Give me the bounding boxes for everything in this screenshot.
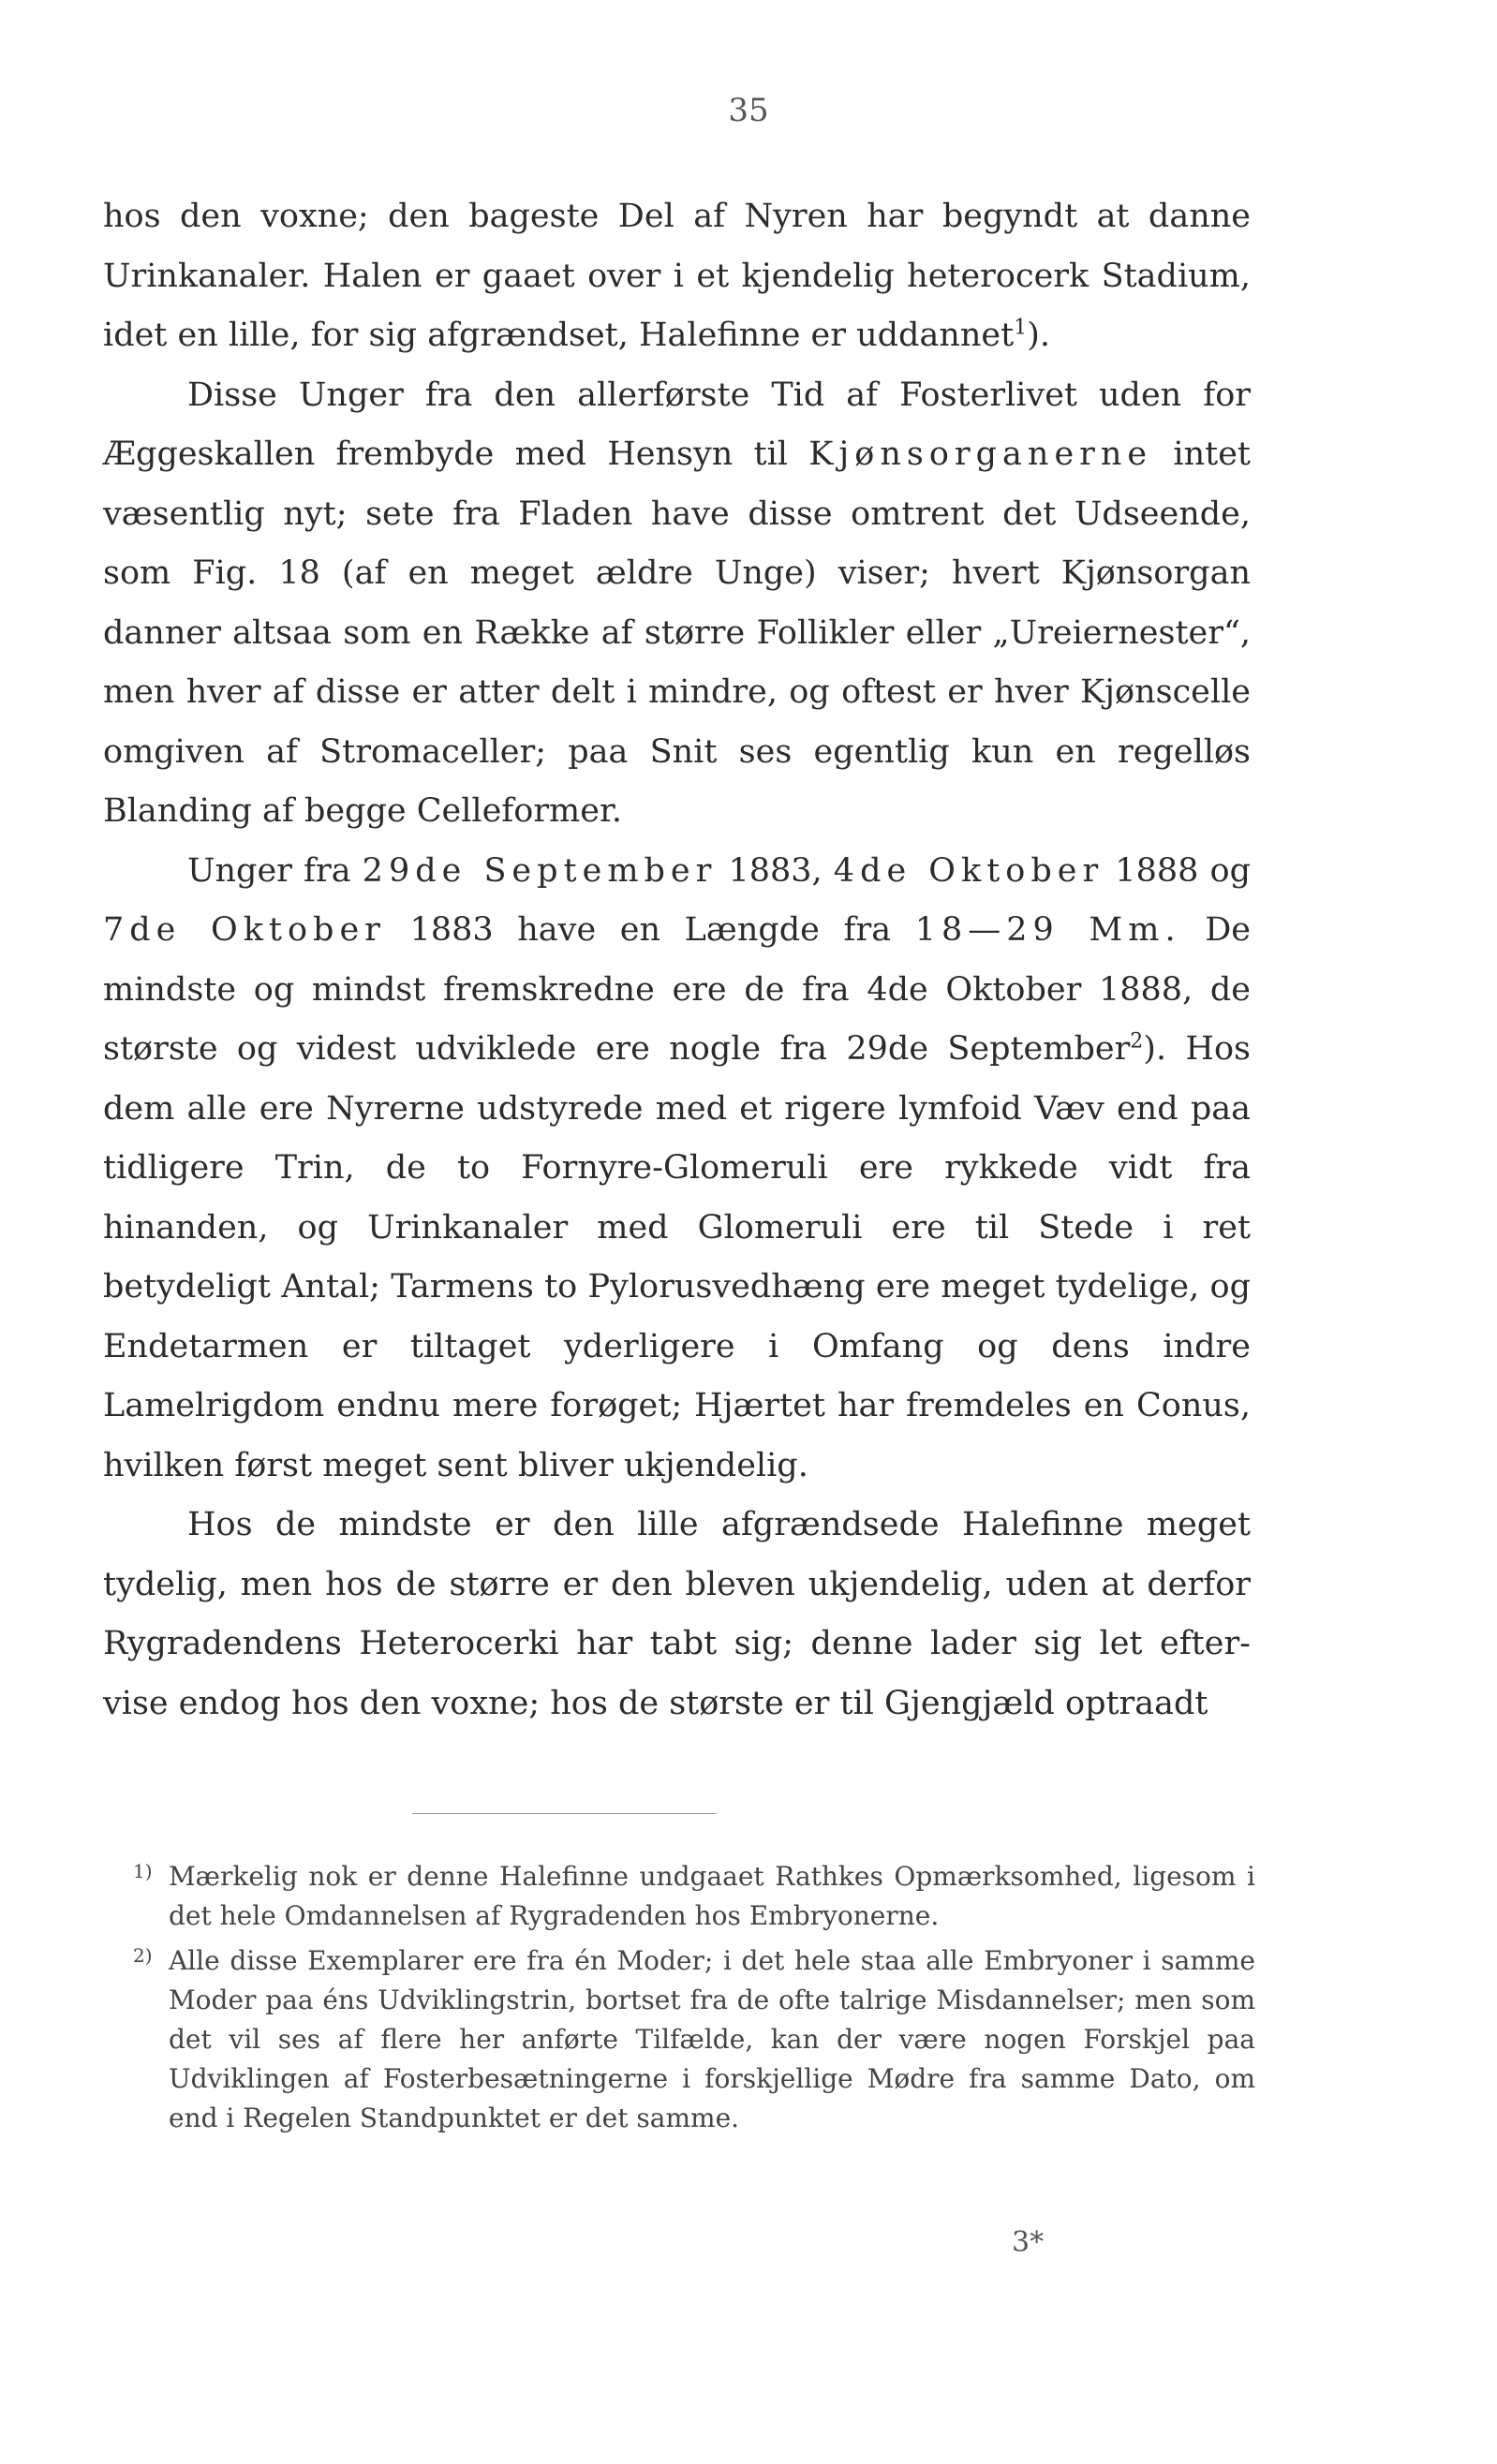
footnote-1-marker: 1)	[133, 1860, 153, 1882]
paragraph-3-spaced-date-1: 29de September	[362, 851, 718, 890]
footnotes	[133, 1857, 1255, 2144]
page-number: 35	[728, 92, 769, 129]
body-text	[103, 187, 1251, 1734]
footnote-2	[133, 1941, 1255, 2138]
footnote-2-marker: 2)	[133, 1944, 153, 1967]
footnote-1	[133, 1857, 1255, 1936]
paragraph-2-text-a: Disse Unger fra den allerførste Tid af Fosterlivet uden for Æggeskallen frembyde med Hensyn til	[103, 376, 1251, 473]
paragraph-2	[103, 366, 1251, 842]
paragraph-3-text-c: 1888 og	[1104, 851, 1251, 890]
paragraph-3-spaced-date-3: 7de Oktober	[103, 911, 386, 949]
paragraph-3-spaced-length: 18—29 Mm.	[914, 911, 1181, 949]
paragraph-3-text-f: ). Hos dem alle ere Nyrerne udstyrede med et rigere lymfoid Væv end paa tidligere Trin, de to Fornyre-Glomeruli ere rykkede vidt fra hinanden, og Urinkanaler med Glomeruli ere til Stede i ret betydeligt Antal; Tarmens to Pylorusvedhæng ere meget tydelige, og Endetarmen er tiltaget yderligere i Omfang og dens indre Lamelrigdom endnu mere forøget; Hjærtet har fremdeles en Conus, hvilken først meget sent bliver ukjendelig.	[103, 1030, 1251, 1484]
footnote-1-text: Mærkelig nok er denne Halefinne undgaaet Rathkes Opmærksomhed, ligesom i det hele Omdannelsen af Rygradenden hos Embryonerne.	[169, 1861, 1255, 1931]
signature-mark: 3*	[1012, 2226, 1045, 2259]
paragraph-2-text-b: intet væsentlig nyt; sete fra Fladen have disse omtrent det Udseende, som Fig. 18 (af en meget ældre Unge) viser; hvert Kjønsorgan danner altsaa som en Række af større Follikler eller „Ureiernester“, men hver af disse er atter delt i mindre, og oftest er hver Kjønscelle omgiven af Stromaceller; paa Snit ses egentlig kun en regelløs Blanding af begge Celleformer.	[103, 435, 1251, 830]
paragraph-3-text-b: 1883,	[717, 851, 834, 890]
paragraph-3	[103, 842, 1251, 1497]
footnote-ref-2: 2	[1130, 1029, 1144, 1054]
paragraph-3-text-a: Unger fra	[187, 851, 363, 890]
footnote-ref-1: 1	[1014, 316, 1028, 340]
footnote-2-text: Alle disse Exemplarer ere fra én Moder; i det hele staa alle Embryoner i samme Moder paa éns Udviklingstrin, bortset fra de ofte talrige Misdannelser; men som det vil ses af flere her anførte Tilfælde, kan der være nogen Forskjel paa Udviklingen af Fosterbesætningerne i forskjellige Mødre fra samme Dato, om end i Regelen Standpunktet er det samme.	[169, 1945, 1255, 2133]
paragraph-1-text-a: hos den voxne; den bageste Del af Nyren har begyndt at danne Urinkanaler. Halen er gaaet over i et kjendelig heterocerk Stadium, idet en lille, for sig afgrændset, Halefinne er uddannet	[103, 198, 1251, 354]
footnote-divider	[412, 1813, 717, 1814]
paragraph-1-text-b: ).	[1027, 317, 1050, 354]
paragraph-3-text-e: De mindste og mindst fremskredne ere de fra 4de Oktober 1888, de største og videst udviklede ere nogle fra 29de September	[103, 911, 1252, 1068]
paragraph-3-spaced-date-2: 4de Oktober	[833, 851, 1104, 890]
paragraph-3-text-d: 1883 have en Længde fra	[385, 911, 915, 949]
paragraph-1	[103, 187, 1251, 366]
paragraph-2-spaced-term: Kjønsorganerne	[808, 435, 1153, 473]
paragraph-4: Hos de mindste er den lille afgrændsede Halefinne meget tydelig, men hos de større er den bleven ukjendelig, uden at derfor Rygradendens Heterocerki har tabt sig; denne lader sig let efter-vise endog hos den voxne; hos de største er til Gjengjæld optraadt	[103, 1506, 1251, 1722]
